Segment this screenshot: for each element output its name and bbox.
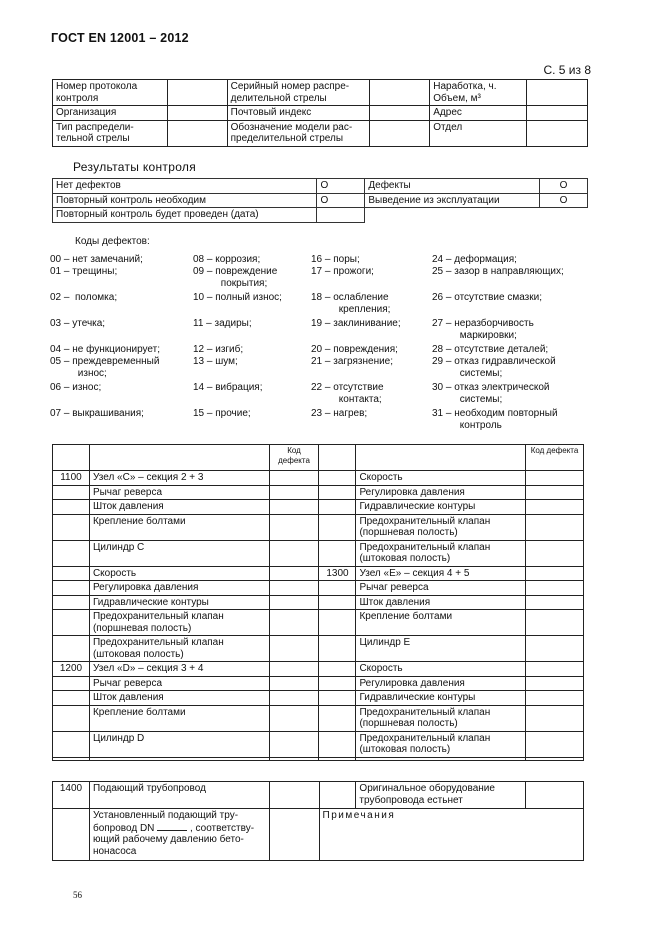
defect-code-field-left[interactable]	[269, 471, 319, 486]
section-code-left: 1100	[53, 471, 90, 486]
section-code-left	[53, 566, 90, 581]
component-left: Цилиндр С	[89, 540, 269, 566]
section-code-left	[53, 514, 90, 540]
section-code-left	[53, 676, 90, 691]
component-right: Предохранительный клапан (штоковая полость)	[356, 540, 526, 566]
component-right: Гидравлические контуры	[356, 500, 526, 515]
defect-code-item: 05 – преждевременный износ;	[50, 356, 160, 379]
component-right: Регулировка давления	[356, 485, 526, 500]
defect-code-item: 07 – выкрашивания;	[50, 408, 144, 419]
component-left	[89, 757, 269, 760]
defect-code-field-right[interactable]	[526, 581, 584, 596]
original-equipment-label: Оригинальное оборудование трубопровода естьнет	[356, 782, 526, 809]
defect-code-field-left[interactable]	[269, 636, 319, 662]
section-code-left	[53, 485, 90, 500]
defect-code-field-left[interactable]	[269, 566, 319, 581]
section-code-right	[319, 731, 356, 757]
section-code-right	[319, 757, 356, 760]
section-code-right	[319, 705, 356, 731]
defect-code-field-right[interactable]	[526, 471, 584, 486]
info-label: Номер протокола контроля	[53, 80, 168, 106]
info-label: Адрес	[430, 106, 527, 121]
info-label: Почтовый индекс	[227, 106, 370, 121]
component-left: Рычаг реверса	[89, 676, 269, 691]
component-right: Гидравлические контуры	[356, 691, 526, 706]
component-right: Предохранительный клапан (штоковая полость)	[356, 731, 526, 757]
pipeline-code: 1400	[53, 782, 90, 809]
recheck-date-label: Повторный контроль будет проведен (дата)	[53, 208, 317, 223]
defect-code-field-left[interactable]	[269, 662, 319, 677]
info-value-field[interactable]	[370, 120, 430, 146]
section-code-left	[53, 757, 90, 760]
defect-code-field-left[interactable]	[269, 500, 319, 515]
defects-checkbox[interactable]: O	[540, 179, 588, 194]
defect-code-item: 30 – отказ электрической системы;	[432, 382, 550, 405]
section-code-right	[319, 636, 356, 662]
defect-code-header-left: Код дефекта	[269, 445, 319, 471]
info-value-field[interactable]	[167, 120, 227, 146]
defect-code-item: 29 – отказ гидравлической системы;	[432, 356, 556, 379]
info-value-field[interactable]	[370, 80, 430, 106]
defect-code-field-right[interactable]	[526, 540, 584, 566]
component-right: Предохранительный клапан (поршневая полость)	[356, 514, 526, 540]
section-code-right	[319, 471, 356, 486]
component-right: Крепление болтами	[356, 610, 526, 636]
defect-code-item: 16 – поры;	[311, 254, 360, 265]
defect-code-item: 27 – неразборчивость маркировки;	[432, 318, 534, 341]
defect-code-item: 00 – нет замечаний;	[50, 254, 143, 265]
defect-code-item: 17 – прожоги;	[311, 266, 374, 277]
defect-code-field-left[interactable]	[269, 595, 319, 610]
document-title: ГОСТ EN 12001 – 2012	[51, 31, 189, 45]
component-left: Предохранительный клапан (поршневая полость)	[89, 610, 269, 636]
recheck-needed-checkbox[interactable]: O	[317, 193, 365, 208]
section-code-right	[319, 485, 356, 500]
defect-code-field-left[interactable]	[269, 676, 319, 691]
defect-code-item: 11 – задиры;	[193, 318, 252, 329]
section-code-left	[53, 540, 90, 566]
footer-page-number: 56	[73, 890, 82, 900]
defect-code-field-left[interactable]	[269, 705, 319, 731]
info-value-field[interactable]	[527, 120, 588, 146]
dn-blank[interactable]	[157, 822, 187, 831]
component-left: Шток давления	[89, 500, 269, 515]
component-left: Скорость	[89, 566, 269, 581]
info-label: Серийный номер распре-делительной стрелы	[227, 80, 370, 106]
defect-code-field-left[interactable]	[269, 540, 319, 566]
supply-pipe-label: Подающий трубопровод	[89, 782, 269, 809]
section-code-left	[53, 705, 90, 731]
section-code-left	[53, 595, 90, 610]
section-code-left	[53, 691, 90, 706]
section-code-right	[319, 662, 356, 677]
section-code-right	[319, 610, 356, 636]
defect-code-item: 24 – деформация;	[432, 254, 517, 265]
installed-pipe-text: Установленный подающий тру-бопровод DN , соответству-ющий рабочему давлению бето-нонасоса	[89, 809, 269, 861]
section-code-right	[319, 500, 356, 515]
defect-code-item: 22 – отсутствие контакта;	[311, 382, 384, 405]
component-right: Скорость	[356, 662, 526, 677]
defect-code-field-right[interactable]	[526, 566, 584, 581]
original-equipment-defect[interactable]	[526, 782, 584, 809]
component-left: Предохранительный клапан (штоковая полость)	[89, 636, 269, 662]
component-right: Регулировка давления	[356, 676, 526, 691]
component-left: Шток давления	[89, 691, 269, 706]
section-code-right	[319, 514, 356, 540]
info-value-field[interactable]	[527, 106, 588, 121]
section-code-left	[53, 636, 90, 662]
page-indicator: С. 5 из 8	[543, 63, 591, 77]
defect-code-item: 23 – нагрев;	[311, 408, 368, 419]
info-label: Отдел	[430, 120, 527, 146]
defect-code-header-right: Код дефекта	[526, 445, 584, 471]
defect-code-field-right[interactable]	[526, 485, 584, 500]
defect-code-item: 14 – вибрация;	[193, 382, 263, 393]
info-value-field[interactable]	[527, 80, 588, 106]
pipeline-table	[52, 781, 584, 861]
defect-code-item: 25 – зазор в направляющих;	[432, 266, 564, 277]
component-left: Гидравлические контуры	[89, 595, 269, 610]
component-right	[356, 757, 526, 760]
component-left: Регулировка давления	[89, 581, 269, 596]
component-right: Цилиндр Е	[356, 636, 526, 662]
inspection-table	[52, 444, 584, 761]
defect-code-item: 10 – полный износ;	[193, 292, 282, 303]
component-right: Узел «Е» – секция 4 + 5	[356, 566, 526, 581]
protocol-info-table	[52, 79, 588, 147]
defect-code-item: 13 – шум;	[193, 356, 238, 367]
component-left: Цилиндр D	[89, 731, 269, 757]
section-code-left	[53, 610, 90, 636]
info-value-field[interactable]	[167, 106, 227, 121]
defect-code-field-right[interactable]	[526, 662, 584, 677]
results-heading: Результаты контроля	[73, 160, 196, 174]
section-code-left	[53, 731, 90, 757]
defect-code-item: 01 – трещины;	[50, 266, 118, 277]
component-left: Узел «D» – секция 3 + 4	[89, 662, 269, 677]
defect-code-item: 18 – ослабление крепления;	[311, 292, 391, 315]
defect-code-item: 21 – загрязнение;	[311, 356, 394, 367]
out-of-service-label: Выведение из эксплуатации	[365, 193, 540, 208]
component-right: Скорость	[356, 471, 526, 486]
defect-code-field-left[interactable]	[269, 731, 319, 757]
defect-code-item: 28 – отсутствие деталей;	[432, 344, 549, 355]
info-value-field[interactable]	[370, 106, 430, 121]
info-label: Обозначение модели рас-пределительной стрелы	[227, 120, 370, 146]
info-label: Организация	[53, 106, 168, 121]
defect-code-field-left[interactable]	[269, 485, 319, 500]
defect-code-field-right[interactable]	[526, 705, 584, 731]
defect-code-field-right[interactable]	[526, 731, 584, 757]
defect-code-field-left[interactable]	[269, 691, 319, 706]
defect-code-field-right[interactable]	[526, 595, 584, 610]
defect-code-item: 12 – изгиб;	[193, 344, 244, 355]
defect-code-item: 15 – прочие;	[193, 408, 251, 419]
defect-code-field-left[interactable]	[269, 757, 319, 760]
installed-pipe-defect[interactable]	[269, 809, 319, 861]
defect-code-item: 26 – отсутствие смазки;	[432, 292, 542, 303]
defect-code-field-right[interactable]	[526, 500, 584, 515]
recheck-date-field[interactable]	[317, 208, 365, 223]
defect-code-item: 03 – утечка;	[50, 318, 106, 329]
info-value-field[interactable]	[167, 80, 227, 106]
component-left: Крепление болтами	[89, 514, 269, 540]
out-of-service-checkbox[interactable]: O	[540, 193, 588, 208]
recheck-needed-label: Повторный контроль необходим	[53, 193, 317, 208]
section-code-right	[319, 676, 356, 691]
section-code-left	[53, 500, 90, 515]
section-code-right	[319, 540, 356, 566]
defect-code-field-right[interactable]	[526, 676, 584, 691]
section-code-right	[319, 691, 356, 706]
section-code-left	[53, 581, 90, 596]
no-defects-checkbox[interactable]: O	[317, 179, 365, 194]
defect-code-item: 04 – не функционирует;	[50, 344, 161, 355]
section-code-right	[319, 595, 356, 610]
results-table	[52, 178, 588, 223]
defect-code-item: 06 – износ;	[50, 382, 102, 393]
component-left: Рычаг реверса	[89, 485, 269, 500]
section-code-left: 1200	[53, 662, 90, 677]
defect-code-field-left[interactable]	[269, 581, 319, 596]
defect-code-field-right[interactable]	[526, 514, 584, 540]
defect-code-field-right[interactable]	[526, 757, 584, 760]
no-defects-label: Нет дефектов	[53, 179, 317, 194]
defect-codes-heading: Коды дефектов:	[75, 236, 150, 247]
section-code-right	[319, 581, 356, 596]
component-right: Предохранительный клапан (поршневая полость)	[356, 705, 526, 731]
defect-code-field-right[interactable]	[526, 636, 584, 662]
info-label: Наработка, ч. Объем, м³	[430, 80, 527, 106]
defect-code-field-left[interactable]	[269, 514, 319, 540]
section-code-right: 1300	[319, 566, 356, 581]
defect-code-field-right[interactable]	[526, 610, 584, 636]
defect-code-item: 31 – необходим повторный контроль	[432, 408, 558, 431]
supply-pipe-defect[interactable]	[269, 782, 319, 809]
defect-code-field-left[interactable]	[269, 610, 319, 636]
defect-code-item: 02 – поломка;	[50, 292, 118, 303]
defect-code-field-right[interactable]	[526, 691, 584, 706]
defects-label: Дефекты	[365, 179, 540, 194]
notes-field[interactable]: Примечания	[319, 809, 583, 861]
defect-code-item: 19 – заклинивание;	[311, 318, 401, 329]
info-label: Тип распредели-тельной стрелы	[53, 120, 168, 146]
defect-code-item: 08 – коррозия;	[193, 254, 261, 265]
component-right: Рычаг реверса	[356, 581, 526, 596]
defect-code-item: 09 – повреждение покрытия;	[193, 266, 278, 289]
component-right: Шток давления	[356, 595, 526, 610]
component-left: Крепление болтами	[89, 705, 269, 731]
component-left: Узел «С» – секция 2 + 3	[89, 471, 269, 486]
defect-code-item: 20 – повреждения;	[311, 344, 398, 355]
